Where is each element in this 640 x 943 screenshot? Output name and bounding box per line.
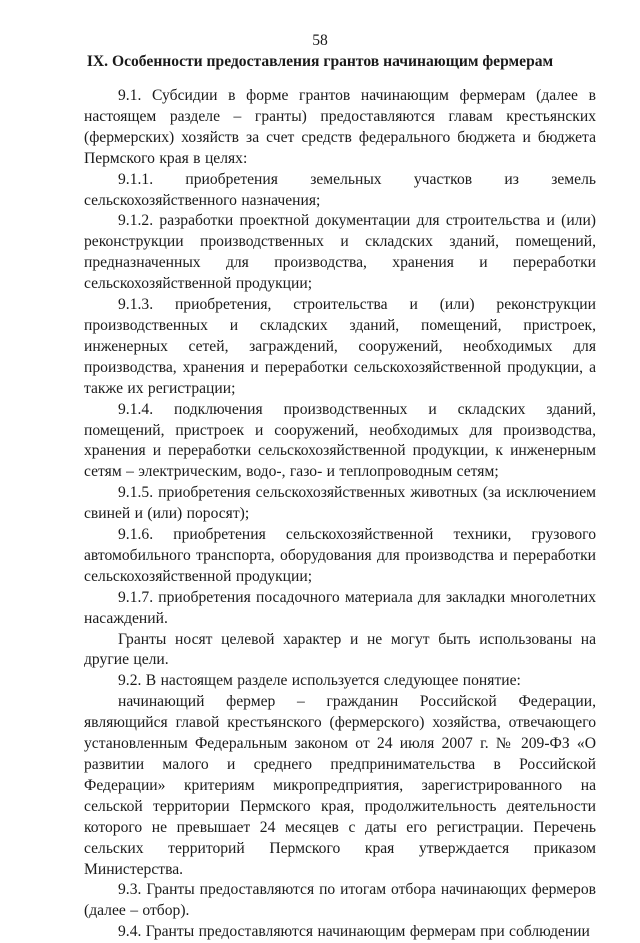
- paragraph-grants-purpose: Гранты носят целевой характер и не могут быть использованы на другие цели.: [84, 630, 596, 669]
- paragraph-9-1-2: 9.1.2. разработки проектной документации для строительства и (или) реконструкции производственных и складских зданий, помещений, предназначенных для производства, хранения и переработки сельскохозяйственной продукции;: [84, 212, 596, 293]
- paragraph-9-1-5: 9.1.5. приобретения сельскохозяйственных животных (за исключением свиней и (или) поросят);: [84, 484, 596, 523]
- paragraph-definition: начинающий фермер – гражданин Российской Федерации, являющийся главой крестьянского (фермерского) хозяйства, отвечающего установленным Федеральным законом от 24 июля 2007 г. № 209-ФЗ «О развитии малого и среднего предпринимательства в Российской Федерации» критериям микропредприятия, зарегистрированного на сельской территории Пермского края, продолжительность деятельности которого не превышает 24 месяцев с даты его регистрации. Перечень сельских территорий Пермского края утверждается приказом Министерства.: [84, 693, 596, 878]
- paragraph-9-1-7: 9.1.7. приобретения посадочного материала для закладки многолетних насаждений.: [84, 588, 596, 627]
- paragraph-9-1-1: 9.1.1. приобретения земельных участков из земель сельскохозяйственного назначения;: [84, 170, 596, 209]
- document-body: [84, 86, 596, 943]
- paragraph-9-1-4: 9.1.4. подключения производственных и складских зданий, помещений, пристроек и сооружений, необходимых для производства, хранения и переработки сельскохозяйственной продукции, к инженерным сетям – электрическим, водо-, газо- и теплопроводным сетям;: [84, 400, 596, 481]
- section-title: IX. Особенности предоставления грантов начинающим фермерам: [86, 53, 554, 70]
- paragraph-9-4: 9.4. Гранты предоставляются начинающим фермерам при соблюдении: [118, 923, 590, 941]
- paragraph-9-3: 9.3. Гранты предоставляются по итогам отбора начинающих фермеров (далее – отбор).: [84, 881, 596, 920]
- paragraph-9-1: 9.1. Субсидии в форме грантов начинающим фермерам (далее в настоящем разделе – гранты) предоставляются главам крестьянских (фермерских) хозяйств за счет средств федерального бюджета и бюджета Пермского края в целях:: [84, 87, 596, 167]
- paragraph-9-1-6: 9.1.6. приобретения сельскохозяйственной техники, грузового автомобильного транспорта, оборудования для производства и переработки сельскохозяйственной продукции;: [84, 526, 596, 585]
- page-number: 58: [312, 32, 328, 49]
- paragraph-9-2: 9.2. В настоящем разделе используется следующее понятие:: [118, 672, 521, 690]
- paragraph-9-1-3: 9.1.3. приобретения, строительства и (или) реконструкции производственных и складских зданий, помещений, пристроек, инженерных сетей, заграждений, сооружений, необходимых для производства, хранения и переработки сельскохозяйственной продукции, а также их регистрации;: [84, 296, 596, 397]
